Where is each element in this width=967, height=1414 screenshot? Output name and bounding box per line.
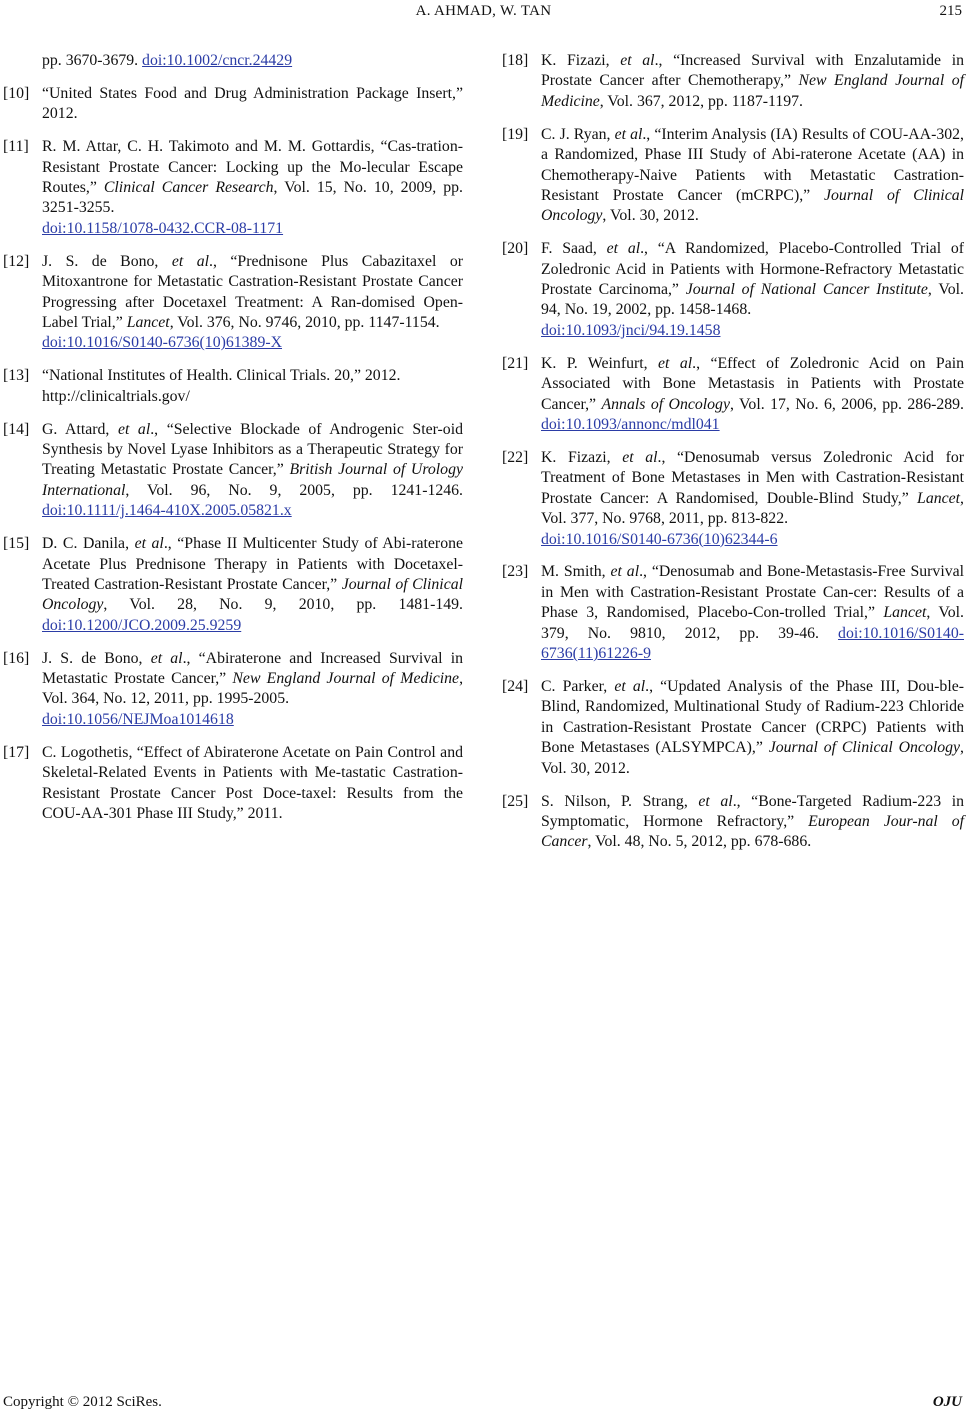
reference-title: ., “Selective Blockade of Androgenic Ster-oid Synthesis by Novel Lyase Inhibitors as a Therapeutic Strategy for Treating Metastatic Prostate Cancer,” [42,420,463,479]
reference-journal: Lancet [126,313,170,331]
reference-title: ., “Phase II Multicenter Study of Abi-raterone Acetate Plus Prednisone Therapy in Patients with Docetaxel-Treated Castration-Resistant Prostate Cancer,” [42,535,464,593]
reference-title: ., “Bone-Targeted Radium-223 in Symptomatic, Hormone Refractory,” [541,792,965,830]
reference-continuation-text [42,52,292,69]
page-header [0,0,967,24]
reference-text [42,649,463,731]
reference-authors-title: S. Nilson, P. Strang, [541,792,699,810]
reference-number: [18] [502,52,529,69]
reference-authors-title: K. P. Weinfurt, [541,354,659,372]
reference-journal: Annals of Oncology [601,395,730,413]
doi-link[interactable]: doi:10.1111/j.1464-410X.2005.05821.x [42,502,292,520]
reference-details: , Vol. 17, No. 6, 2006, pp. 286-289. [729,395,964,413]
reference-journal: New England Journal of Medicine [541,72,964,110]
reference-authors-title: G. Attard, [42,420,118,438]
reference-journal: European Jour-nal of Cancer [541,812,964,851]
reference-title: ., “Denosumab versus Zoledronic Acid for Treatment of Bone Metastases in Men with Castration-Resistant Prostate Cancer: A Randomised, Double-Blind Study,” [541,448,964,507]
reference-journal: Lancet [917,489,961,507]
reference-number: [11] [3,138,29,156]
reference-details: , Vol. 367, 2012, pp. 1187-1197. [599,92,803,110]
doi-link[interactable]: doi:10.1200/JCO.2009.25.9259 [42,616,242,634]
reference-item [3,534,463,636]
doi-link[interactable]: doi:10.1016/S0140-6736(10)62344-6 [541,530,778,548]
reference-journal: Clinical Cancer Research [103,179,274,197]
doi-link[interactable]: doi:10.1093/jnci/94.19.1458 [541,321,721,339]
reference-details: , Vol. 30, 2012. [541,739,964,777]
reference-authors-title: C. J. Ryan, [541,125,615,143]
doi-link[interactable]: doi:10.1016/S0140-6736(10)61389-X [42,334,283,352]
reference-title: ., “Updated Analysis of the Phase III, Dou-ble-Blind, Randomized, Multinational Study of Radium-223 Chloride in Castration-Resistant Prostate Cancer (CRPC) Patients with Bone Metastases (ALSYMPCA),” [541,677,964,757]
doi-link[interactable]: doi:10.1016/S0140-6736(11)61226-9 [541,624,964,663]
reference-item [3,743,463,825]
page-footer [0,1392,967,1414]
reference-journal: New England Journal of Medicine [232,670,460,688]
continuation-text: pp. 3670-3679. [42,52,143,69]
reference-number: [23] [502,563,529,581]
reference-details: , Vol. 48, No. 5, 2012, pp. 678-686. [587,833,812,851]
reference-text [541,354,964,436]
reference-item [502,792,964,853]
reference-number: [21] [502,354,529,372]
reference-et-al: et al [620,52,655,69]
references-left-column [3,51,463,837]
reference-text [42,420,463,522]
running-title: A. AHMAD, W. TAN [415,3,552,19]
reference-authors-title: R. M. Attar, C. H. Takimoto and M. M. Gottardis, “Cas-tration-Resistant Prostate Cancer: Locking up the Mo-lecular Escape Routes,” [42,138,463,197]
reference-item [3,649,463,731]
reference-text [42,137,463,239]
reference-number: [25] [502,792,529,810]
reference-et-al: et al [610,563,640,581]
reference-journal: Lancet [883,604,927,622]
reference-text [541,239,964,341]
reference-number: [13] [3,367,30,385]
reference-et-al: et al [622,448,658,466]
reference-text [541,125,964,227]
reference-et-al: et al [614,677,646,695]
reference-text [42,534,463,636]
reference-details: , Vol. 96, No. 9, 2005, pp. 1241-1246. [125,481,463,499]
reference-title: ., “A Randomized, Placebo-Controlled Trial of Zoledronic Acid in Patients with Hormone-Refractory Metastatic Prostate Carcinoma,” [541,240,964,299]
reference-journal: British Journal of Urology International [42,461,463,499]
reference-number: [17] [3,743,30,761]
reference-title: ., “Abiraterone and Increased Survival in Metastatic Prostate Cancer,” [42,649,464,688]
reference-authors-title: “National Institutes of Health. Clinical Trials. 20,” 2012. [42,367,401,385]
left-reference-list [3,84,463,825]
reference-title: ., “Increased Survival with Enzalutamide in Prostate Cancer after Chemotherapy,” [541,52,964,90]
reference-authors-title: “United States Food and Drug Administration Package Insert,” 2012. [42,84,463,123]
reference-text [42,84,463,125]
reference-item [502,125,964,227]
reference-details: , Vol. 30, 2012. [602,207,699,225]
reference-title: ., “Prednisone Plus Cabazitaxel or Mitoxantrone for Metastatic Castration-Resistant Prostate Cancer Progressing after Docetaxel Treatment: A Ran-domised Open-Label Trial,” [42,252,463,331]
reference-details: , Vol. 364, No. 12, 2011, pp. 1995-2005. [42,670,464,708]
reference-item [502,562,964,664]
reference-et-al: et al [134,535,164,553]
reference-authors-title: M. Smith, [541,563,611,581]
reference-authors-title: K. Fizazi, [541,448,623,466]
reference-number: [14] [3,420,30,438]
reference-item [3,137,463,239]
reference-et-al: et al [658,354,693,372]
reference-text [541,792,964,853]
reference-text [42,252,463,354]
reference-et-al: et al [150,649,183,667]
reference-text [42,366,463,407]
journal-abbreviation: OJU [932,1394,962,1410]
reference-authors-title: C. Logothetis, “Effect of Abiraterone Acetate on Pain Control and Skeletal-Related Events in Patients with Me-tastatic Castration-Resistant Prostate Cancer Post Doce-taxel: Results from the COU-AA-301 Phase III Study,” 2011. [42,743,463,822]
reference-title: ., “Denosumab and Bone-Metastasis-Free Survival in Men with Castration-Resistant Prostate Can-cer: Results of a Phase 3, Randomised, Placebo-Con-trolled Trial,” [541,563,965,622]
reference-item [502,354,964,436]
reference-details: , Vol. 94, No. 19, 2002, pp. 1458-1468. [541,281,964,319]
page-number: 215 [939,3,962,19]
reference-authors-title: J. S. de Bono, [42,252,172,270]
reference-text [541,677,964,779]
doi-link[interactable]: doi:10.1158/1078-0432.CCR-08-1171 [42,219,284,237]
reference-url[interactable]: http://clinicaltrials.gov/ [42,387,190,405]
references-right-column [502,51,964,865]
reference-number: [16] [3,649,30,667]
reference-authors-title: J. S. de Bono, [42,649,151,667]
doi-link[interactable]: doi:10.1056/NEJMoa1014618 [42,710,234,728]
reference-authors-title: F. Saad, [541,240,607,258]
reference-journal: Journal of Clinical Oncology [42,575,463,614]
reference-item [502,677,964,779]
right-reference-list [502,51,964,853]
doi-link[interactable]: doi:10.1093/annonc/mdl041 [541,416,720,433]
reference-continuation [3,51,463,71]
reference-item [3,420,463,522]
reference-et-al: et al [614,125,643,143]
reference-details: , Vol. 377, No. 9768, 2011, pp. 813-822. [541,489,964,528]
reference-text [541,448,964,550]
reference-details: , Vol. 376, No. 9746, 2010, pp. 1147-1154. [169,313,440,331]
reference-number: [20] [502,240,529,258]
reference-number: [10] [3,84,30,102]
reference-et-al: et al [171,252,210,270]
reference-item [502,51,964,112]
reference-number: [12] [3,252,30,270]
reference-item [502,448,964,550]
reference-title: ., “Effect of Zoledronic Acid on Pain Associated with Bone Metastasis in Patients with Prostate Cancer,” [541,354,964,413]
reference-authors-title: C. Parker, [541,677,615,695]
reference-item [3,84,463,125]
reference-journal: Journal of Clinical Oncology [768,739,961,757]
reference-journal: Journal of National Cancer Institute [685,281,928,299]
reference-et-al: et al [698,792,733,810]
reference-text [541,51,964,112]
reference-number: [24] [502,677,529,695]
reference-item [3,366,463,407]
copyright-notice: Copyright © 2012 SciRes. [3,1394,162,1410]
reference-number: [15] [3,535,30,553]
reference-journal: Journal of Clinical Oncology [541,186,964,225]
reference-title: ., “Interim Analysis (IA) Results of COU-AA-302, a Randomized, Phase III Study of Abi-raterone Acetate (AA) in Chemotherapy-Naive Patients with Metastatic Castration-Resistant Prostate Cancer (mCRPC),” [541,125,964,204]
reference-number: [22] [502,448,529,466]
reference-authors-title: K. Fizazi, [541,52,621,69]
reference-item [3,252,463,354]
reference-details: , Vol. 15, No. 10, 2009, pp. 3251-3255. [42,179,463,217]
reference-item [502,239,964,341]
reference-number: [19] [502,125,529,143]
doi-link[interactable]: doi:10.1002/cncr.24429 [142,52,293,69]
reference-et-al: et al [117,420,151,438]
reference-et-al: et al [606,240,641,258]
reference-text [541,562,964,664]
reference-details: , Vol. 28, No. 9, 2010, pp. 1481-149. [103,596,463,614]
reference-authors-title: D. C. Danila, [42,535,135,553]
reference-text [42,743,463,825]
reference-details: , Vol. 379, No. 9810, 2012, pp. 39-46. [541,604,964,642]
